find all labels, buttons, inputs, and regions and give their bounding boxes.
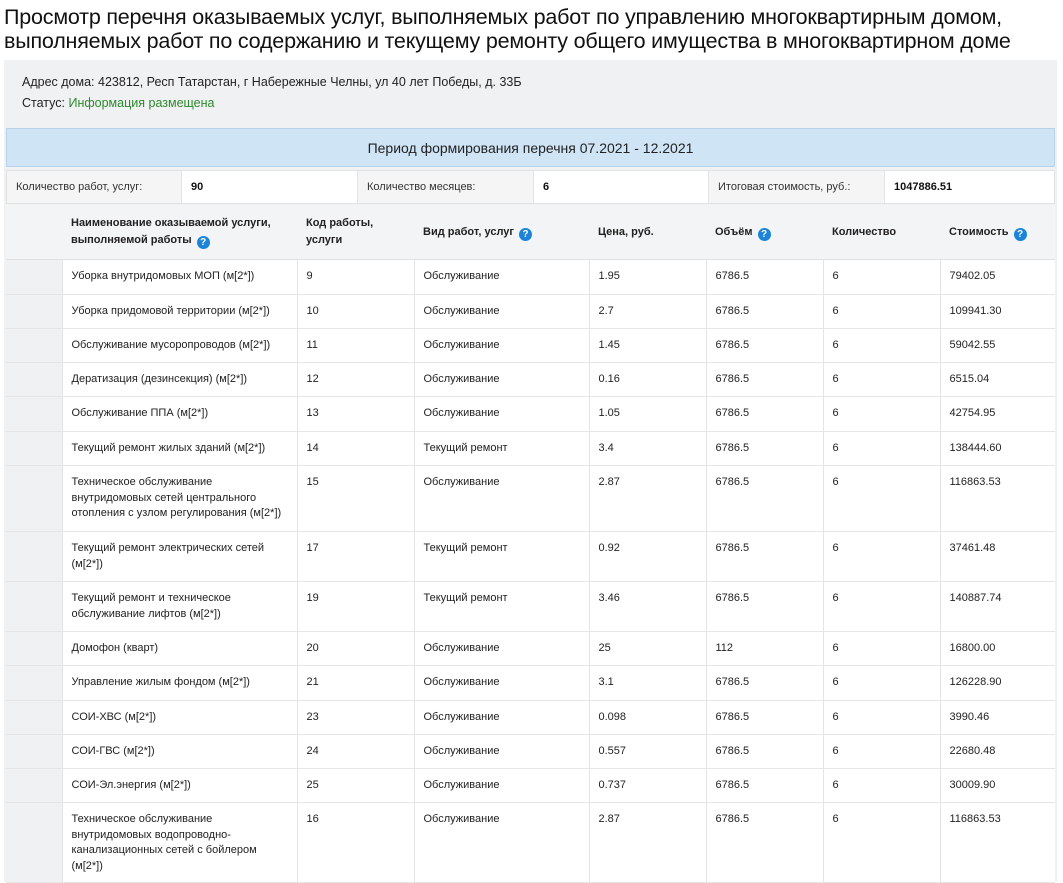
cell-quantity: 6 bbox=[823, 632, 940, 666]
cell-cost: 116863.53 bbox=[940, 803, 1055, 883]
cell-quantity: 6 bbox=[823, 432, 940, 466]
header-volume-label: Объём bbox=[715, 225, 753, 238]
works-count-label: Количество работ, услуг: bbox=[7, 171, 181, 203]
cell-price: 0.557 bbox=[589, 735, 706, 769]
table-row bbox=[6, 532, 1055, 582]
cell-code: 23 bbox=[297, 701, 414, 735]
table-row bbox=[6, 260, 1055, 295]
cell-price: 1.45 bbox=[589, 329, 706, 363]
row-blank-cell bbox=[6, 432, 62, 466]
cell-type: Обслуживание bbox=[414, 260, 589, 295]
status-line bbox=[22, 96, 214, 110]
period-header bbox=[6, 128, 1055, 167]
row-blank-cell bbox=[6, 363, 62, 397]
cell-volume: 6786.5 bbox=[706, 701, 823, 735]
works-count-value: 90 bbox=[181, 171, 357, 203]
cell-volume: 6786.5 bbox=[706, 666, 823, 701]
row-blank-cell bbox=[6, 803, 62, 883]
cell-name: Техническое обслуживание внутридомовых сетей центрального отопления с узлом регулирования (м[2*]) bbox=[62, 466, 297, 532]
cell-volume: 6786.5 bbox=[706, 466, 823, 532]
header-name-label: Наименование оказываемой услуги, выполняемой работы bbox=[71, 217, 271, 246]
cell-cost: 79402.05 bbox=[940, 260, 1055, 295]
cell-name: Уборка придомовой территории (м[2*]) bbox=[62, 295, 297, 329]
row-blank-cell bbox=[6, 260, 62, 295]
table-row bbox=[6, 295, 1055, 329]
cell-code: 16 bbox=[297, 803, 414, 883]
cell-name: СОИ-ГВС (м[2*]) bbox=[62, 735, 297, 769]
cell-type: Обслуживание bbox=[414, 632, 589, 666]
cell-name: Домофон (кварт) bbox=[62, 632, 297, 666]
header-volume bbox=[706, 205, 823, 260]
cell-quantity: 6 bbox=[823, 260, 940, 295]
cell-quantity: 6 bbox=[823, 466, 940, 532]
cell-quantity: 6 bbox=[823, 803, 940, 883]
cell-code: 12 bbox=[297, 363, 414, 397]
cell-type: Обслуживание bbox=[414, 363, 589, 397]
months-count-label: Количество месяцев: bbox=[357, 171, 533, 203]
table-row bbox=[6, 769, 1055, 803]
table-row bbox=[6, 666, 1055, 701]
cell-type: Обслуживание bbox=[414, 666, 589, 701]
table-row bbox=[6, 466, 1055, 532]
cell-code: 9 bbox=[297, 260, 414, 295]
header-cost bbox=[940, 205, 1055, 260]
header-code bbox=[297, 205, 414, 260]
header-type-label: Вид работ, услуг bbox=[423, 225, 514, 238]
table-row bbox=[6, 432, 1055, 466]
cell-volume: 6786.5 bbox=[706, 363, 823, 397]
row-blank-cell bbox=[6, 295, 62, 329]
row-blank-cell bbox=[6, 532, 62, 582]
question-circle-icon[interactable]: ? bbox=[758, 228, 771, 241]
cell-volume: 6786.5 bbox=[706, 582, 823, 632]
row-blank-cell bbox=[6, 769, 62, 803]
cell-name: СОИ-Эл.энергия (м[2*]) bbox=[62, 769, 297, 803]
page-title: Просмотр перечня оказываемых услуг, выполняемых работ по управлению многоквартирным домом, выполняемых работ по содержанию и текущему ремонту общего имущества в многоквартирном доме bbox=[4, 5, 1011, 53]
status-value: Информация размещена bbox=[68, 96, 215, 110]
question-circle-icon[interactable]: ? bbox=[197, 236, 210, 249]
address-line bbox=[22, 75, 522, 89]
cell-cost: 30009.90 bbox=[940, 769, 1055, 803]
cell-cost: 6515.04 bbox=[940, 363, 1055, 397]
cell-type: Текущий ремонт bbox=[414, 432, 589, 466]
cell-code: 20 bbox=[297, 632, 414, 666]
cell-quantity: 6 bbox=[823, 329, 940, 363]
row-blank-cell bbox=[6, 632, 62, 666]
cell-cost: 138444.60 bbox=[940, 432, 1055, 466]
cell-volume: 6786.5 bbox=[706, 397, 823, 432]
cell-quantity: 6 bbox=[823, 769, 940, 803]
cell-price: 2.87 bbox=[589, 803, 706, 883]
cell-cost: 16800.00 bbox=[940, 632, 1055, 666]
cell-price: 2.87 bbox=[589, 466, 706, 532]
table-row bbox=[6, 329, 1055, 363]
cell-type: Обслуживание bbox=[414, 329, 589, 363]
row-blank-cell bbox=[6, 735, 62, 769]
cell-price: 1.05 bbox=[589, 397, 706, 432]
total-cost-label: Итоговая стоимость, руб.: bbox=[708, 171, 884, 203]
table-row bbox=[6, 363, 1055, 397]
header-type bbox=[414, 205, 589, 260]
cell-cost: 140887.74 bbox=[940, 582, 1055, 632]
cell-name: Дератизация (дезинсекция) (м[2*]) bbox=[62, 363, 297, 397]
cell-price: 1.95 bbox=[589, 260, 706, 295]
cell-code: 24 bbox=[297, 735, 414, 769]
cell-cost: 116863.53 bbox=[940, 466, 1055, 532]
cell-code: 25 bbox=[297, 769, 414, 803]
cell-volume: 6786.5 bbox=[706, 735, 823, 769]
cell-volume: 6786.5 bbox=[706, 803, 823, 883]
cell-price: 3.4 bbox=[589, 432, 706, 466]
period-text: Период формирования перечня 07.2021 - 12.2021 bbox=[367, 139, 694, 156]
cell-name: СОИ-ХВС (м[2*]) bbox=[62, 701, 297, 735]
cell-volume: 6786.5 bbox=[706, 532, 823, 582]
header-name bbox=[62, 205, 297, 260]
cell-volume: 6786.5 bbox=[706, 432, 823, 466]
header-cost-label: Стоимость bbox=[949, 225, 1009, 238]
cell-price: 25 bbox=[589, 632, 706, 666]
cell-quantity: 6 bbox=[823, 582, 940, 632]
cell-type: Обслуживание bbox=[414, 466, 589, 532]
address-value: 423812, Респ Татарстан, г Набережные Челны, ул 40 лет Победы, д. 33Б bbox=[98, 75, 522, 89]
cell-cost: 42754.95 bbox=[940, 397, 1055, 432]
row-blank-cell bbox=[6, 329, 62, 363]
header-blank bbox=[6, 205, 62, 260]
cell-type: Текущий ремонт bbox=[414, 582, 589, 632]
row-blank-cell bbox=[6, 466, 62, 532]
cell-quantity: 6 bbox=[823, 397, 940, 432]
cell-price: 0.16 bbox=[589, 363, 706, 397]
cell-cost: 22680.48 bbox=[940, 735, 1055, 769]
cell-type: Обслуживание bbox=[414, 701, 589, 735]
cell-price: 0.737 bbox=[589, 769, 706, 803]
cell-name: Текущий ремонт и техническое обслуживание лифтов (м[2*]) bbox=[62, 582, 297, 632]
services-table bbox=[6, 205, 1055, 883]
header-price-label: Цена, руб. bbox=[598, 225, 654, 238]
cell-type: Обслуживание bbox=[414, 769, 589, 803]
cell-price: 3.46 bbox=[589, 582, 706, 632]
cell-cost: 59042.55 bbox=[940, 329, 1055, 363]
row-blank-cell bbox=[6, 397, 62, 432]
header-price bbox=[589, 205, 706, 260]
cell-cost: 126228.90 bbox=[940, 666, 1055, 701]
table-row bbox=[6, 735, 1055, 769]
question-circle-icon[interactable]: ? bbox=[1014, 228, 1027, 241]
table-row bbox=[6, 632, 1055, 666]
summary-bar bbox=[6, 170, 1055, 204]
header-quantity-label: Количество bbox=[832, 225, 897, 238]
cell-type: Обслуживание bbox=[414, 397, 589, 432]
cell-price: 3.1 bbox=[589, 666, 706, 701]
months-count-value: 6 bbox=[533, 171, 708, 203]
address-label: Адрес дома: bbox=[22, 75, 95, 89]
cell-quantity: 6 bbox=[823, 363, 940, 397]
cell-volume: 6786.5 bbox=[706, 295, 823, 329]
cell-quantity: 6 bbox=[823, 735, 940, 769]
cell-quantity: 6 bbox=[823, 295, 940, 329]
table-row bbox=[6, 803, 1055, 883]
header-quantity bbox=[823, 205, 940, 260]
cell-code: 19 bbox=[297, 582, 414, 632]
table-row bbox=[6, 701, 1055, 735]
cell-code: 13 bbox=[297, 397, 414, 432]
cell-name: Управление жилым фондом (м[2*]) bbox=[62, 666, 297, 701]
cell-cost: 109941.30 bbox=[940, 295, 1055, 329]
row-blank-cell bbox=[6, 582, 62, 632]
cell-name: Обслуживание мусоропроводов (м[2*]) bbox=[62, 329, 297, 363]
cell-code: 10 bbox=[297, 295, 414, 329]
question-circle-icon[interactable]: ? bbox=[519, 228, 532, 241]
status-label: Статус: bbox=[22, 96, 65, 110]
cell-cost: 3990.46 bbox=[940, 701, 1055, 735]
cell-name: Текущий ремонт жилых зданий (м[2*]) bbox=[62, 432, 297, 466]
cell-code: 15 bbox=[297, 466, 414, 532]
cell-type: Текущий ремонт bbox=[414, 532, 589, 582]
cell-name: Техническое обслуживание внутридомовых водопроводно-канализационных сетей с бойлером (м[2*]) bbox=[62, 803, 297, 883]
header-code-label: Код работы, услуги bbox=[306, 217, 374, 246]
row-blank-cell bbox=[6, 666, 62, 701]
cell-volume: 6786.5 bbox=[706, 329, 823, 363]
cell-price: 2.7 bbox=[589, 295, 706, 329]
cell-quantity: 6 bbox=[823, 666, 940, 701]
cell-code: 17 bbox=[297, 532, 414, 582]
total-cost-value: 1047886.51 bbox=[884, 171, 1056, 203]
cell-type: Обслуживание bbox=[414, 803, 589, 883]
cell-code: 14 bbox=[297, 432, 414, 466]
table-row bbox=[6, 582, 1055, 632]
cell-cost: 37461.48 bbox=[940, 532, 1055, 582]
cell-name: Уборка внутридомовых МОП (м[2*]) bbox=[62, 260, 297, 295]
cell-volume: 6786.5 bbox=[706, 260, 823, 295]
table-header-row bbox=[6, 205, 1055, 260]
table-row bbox=[6, 397, 1055, 432]
cell-name: Текущий ремонт электрических сетей (м[2*]) bbox=[62, 532, 297, 582]
cell-code: 11 bbox=[297, 329, 414, 363]
cell-code: 21 bbox=[297, 666, 414, 701]
cell-volume: 112 bbox=[706, 632, 823, 666]
cell-quantity: 6 bbox=[823, 701, 940, 735]
cell-volume: 6786.5 bbox=[706, 769, 823, 803]
row-blank-cell bbox=[6, 701, 62, 735]
cell-price: 0.92 bbox=[589, 532, 706, 582]
cell-type: Обслуживание bbox=[414, 295, 589, 329]
cell-price: 0.098 bbox=[589, 701, 706, 735]
cell-name: Обслуживание ППА (м[2*]) bbox=[62, 397, 297, 432]
cell-quantity: 6 bbox=[823, 532, 940, 582]
cell-type: Обслуживание bbox=[414, 735, 589, 769]
